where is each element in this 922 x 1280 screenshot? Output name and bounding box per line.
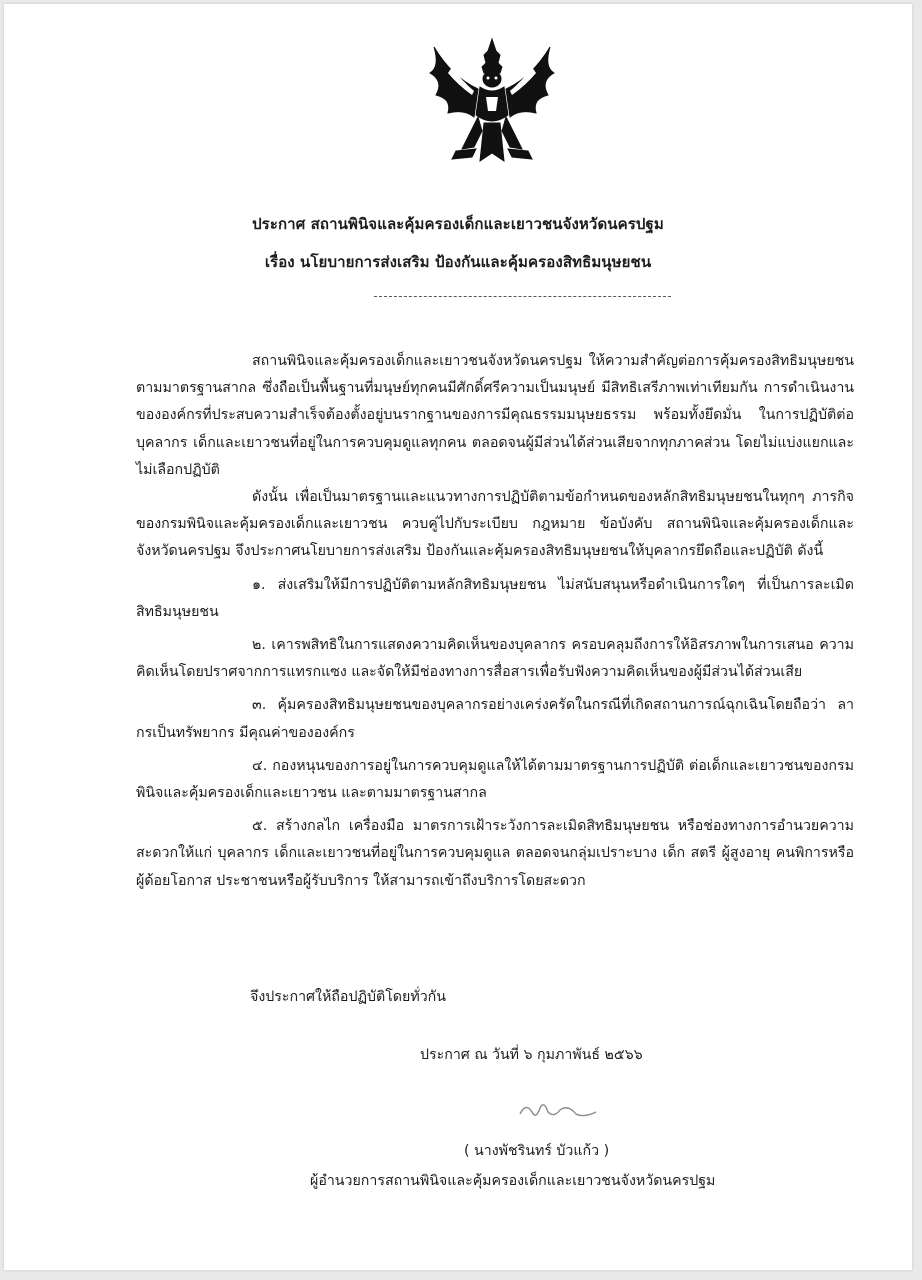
policy-item-1: ๑. ส่งเสริมให้มีการปฏิบัติตามหลักสิทธิมนุษยชน ไม่สนับสนุนหรือดำเนินการใดๆ ที่เป็นการละเมิดสิทธิมนุษยชน	[136, 576, 854, 620]
garuda-emblem-icon	[422, 37, 562, 167]
announcement-body	[136, 348, 854, 895]
signer-position: ผู้อำนวยการสถานพินิจและคุ้มครองเด็กและเยาวชนจังหวัดนครปฐม	[310, 1173, 716, 1189]
policy-item-2: ๒. เคารพสิทธิในการแสดงความคิดเห็นของบุคลากร ครอบคลุมถึงการให้อิสรภาพในการเสนอ ความคิดเห็นโดยปราศจากการแทรกแซง และจัดให้มีช่องทางการสื่อสารเพื่อรับฟังความคิดเห็นของผู้มีส่วนได้ส่วนเสีย	[136, 637, 854, 681]
separator-line	[374, 296, 671, 297]
policy-item-4: ๔. กองหนุนของการอยู่ในการควบคุมดูแลให้ได้ตามมาตรฐานการปฏิบัติ ต่อเด็กและเยาวชนของกรมพินิจและคุ้มครองเด็กและเยาวชน และตามมาตรฐานสากล	[136, 757, 854, 802]
signature-mark	[514, 1094, 614, 1124]
policy-item-3: ๓. คุ้มครองสิทธิมนุษยชนของบุคลากรอย่างเคร่งครัดในกรณีที่เกิดสถานการณ์ฉุกเฉินโดยถือว่า ลากรเป็นทรัพยากร มีคุณค่าขององค์กร	[136, 697, 854, 741]
intro-paragraph: สถานพินิจและคุ้มครองเด็กและเยาวชนจังหวัดนครปฐม ให้ความสำคัญต่อการคุ้มครองสิทธิมนุษยชนตามมาตรฐานสากล ซึ่งถือเป็นพื้นฐานที่มนุษย์ทุกคนมีศักดิ์ศรีความเป็นมนุษย์ มีสิทธิเสรีภาพเท่าเทียมกัน การดำเนินงานขององค์กรที่ประสบความสำเร็จต้องตั้งอยู่บนรากฐานของการมีคุณธรรมมนุษยธรรม พร้อมทั้งยึดมั่น ในการปฏิบัติต่อบุคลากร เด็กและเยาวชนที่อยู่ในการควบคุมดูแลทุกคน ตลอดจนผู้มีส่วนได้ส่วนเสียจากทุกภาคส่วน โดยไม่แบ่งแยกและไม่เลือกปฏิบัติ	[136, 353, 854, 478]
announcement-title: ประกาศ สถานพินิจและคุ้มครองเด็กและเยาวชนจังหวัดนครปฐม	[252, 215, 664, 233]
document-page	[4, 4, 912, 1270]
signer-name: ( นางพัชรินทร์ บัวแก้ว )	[464, 1143, 610, 1159]
policy-paragraph: ดังนั้น เพื่อเป็นมาตรฐานและแนวทางการปฏิบัติตามข้อกำหนดของหลักสิทธิมนุษยชนในทุกๆ ภารกิจของกรมพินิจและคุ้มครองเด็กและเยาวชน ควบคู่ไปกับระเบียบ กฎหมาย ข้อบังคับ สถานพินิจและคุ้มครองเด็กและจังหวัดนครปฐม จึงประกาศนโยบายการส่งเสริม ป้องกันและคุ้มครองสิทธิมนุษยชนให้บุคลากรยึดถือและปฏิบัติ ดังนี้	[136, 489, 854, 560]
announcement-date: ประกาศ ณ วันที่ ๖ กุมภาพันธ์ ๒๕๖๖	[420, 1047, 643, 1063]
announcement-subject: เรื่อง นโยบายการส่งเสริม ป้องกันและคุ้มครองสิทธิมนุษยชน	[264, 253, 652, 271]
policy-item-5: ๕. สร้างกลไก เครื่องมือ มาตรการเฝ้าระวังการละเมิดสิทธิมนุษยชน หรือช่องทางการอำนวยความสะดวกให้แก่ บุคลากร เด็กและเยาวชนที่อยู่ในการควบคุมดูแล ตลอดจนกลุ่มเปราะบาง เด็ก สตรี ผู้สูงอายุ คนพิการหรือผู้ด้อยโอกาส ประชาชนหรือผู้รับบริการ ให้สามารถเข้าถึงบริการโดยสะดวก	[136, 818, 854, 889]
closing-line: จึงประกาศให้ถือปฏิบัติโดยทั่วกัน	[250, 989, 446, 1005]
